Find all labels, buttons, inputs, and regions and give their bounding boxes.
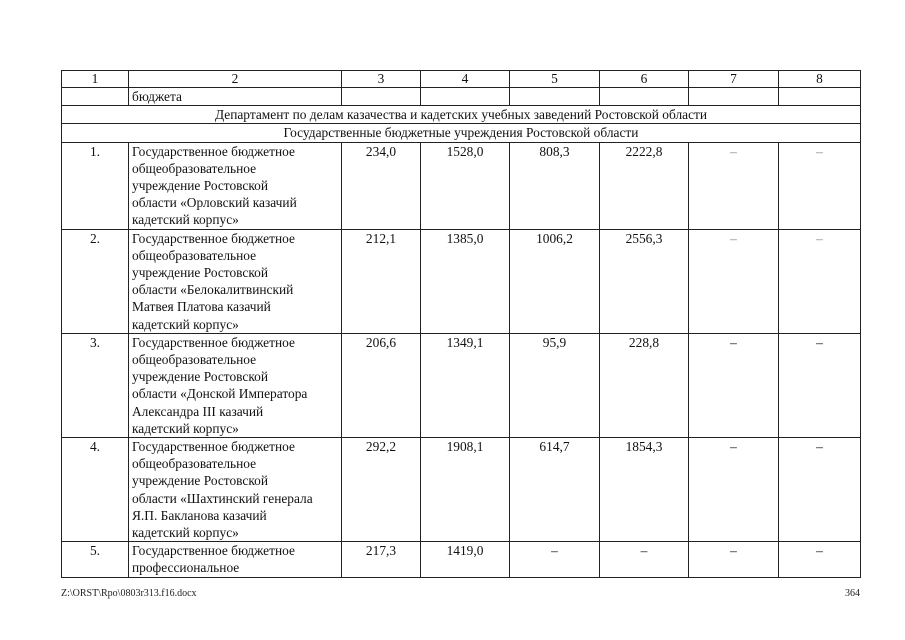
value-cell-col-5: – bbox=[510, 542, 600, 577]
table-cell bbox=[689, 88, 779, 106]
page-number: 364 bbox=[845, 588, 860, 599]
institution-name-line: Государственное бюджетное bbox=[132, 143, 295, 159]
institution-name-line: учреждение Ростовской bbox=[132, 473, 269, 489]
institution-name-line: Я.П. Бакланова казачий bbox=[132, 507, 267, 523]
subgroup-row bbox=[62, 124, 861, 142]
institution-name bbox=[129, 542, 342, 577]
institution-name-line: области «Орловский казачий bbox=[132, 195, 297, 211]
value-cell-col-6: 2556,3 bbox=[600, 229, 689, 333]
value-cell-col-4: 1349,1 bbox=[421, 333, 510, 437]
header-cell: 2 bbox=[129, 71, 342, 88]
row-number: 4. bbox=[62, 438, 129, 542]
value-cell-col-7: – bbox=[689, 438, 779, 542]
value-cell-col-4: 1908,1 bbox=[421, 438, 510, 542]
institution-name-line: общеобразовательное bbox=[132, 456, 257, 472]
value-cell-col-7: – bbox=[689, 142, 779, 229]
table-cell bbox=[421, 88, 510, 106]
value-cell-col-5: 1006,2 bbox=[510, 229, 600, 333]
header-cell: 1 bbox=[62, 71, 129, 88]
header-cell: 3 bbox=[342, 71, 421, 88]
header-cell: 4 bbox=[421, 71, 510, 88]
table-cell bbox=[600, 88, 689, 106]
budget-table bbox=[61, 70, 861, 578]
institution-name-line: Государственное бюджетное bbox=[132, 439, 295, 455]
continuation-row bbox=[62, 88, 861, 106]
table-cell: бюджета bbox=[129, 88, 342, 106]
institution-name-line: кадетский корпус» bbox=[132, 420, 239, 436]
institution-name-line: Государственное бюджетное bbox=[132, 543, 295, 559]
table-row bbox=[62, 333, 861, 437]
value-cell-col-8: – bbox=[779, 438, 861, 542]
table-cell bbox=[510, 88, 600, 106]
header-cell: 7 bbox=[689, 71, 779, 88]
value-cell-col-5: 95,9 bbox=[510, 333, 600, 437]
value-cell-col-8: – bbox=[779, 542, 861, 577]
value-cell-col-3: 206,6 bbox=[342, 333, 421, 437]
value-cell-col-7: – bbox=[689, 542, 779, 577]
file-path-footer: Z:\ORST\Rpo\0803r313.f16.docx bbox=[61, 588, 197, 599]
value-cell-col-3: 292,2 bbox=[342, 438, 421, 542]
institution-name-line: учреждение Ростовской bbox=[132, 369, 269, 385]
institution-name-line: общеобразовательное bbox=[132, 352, 257, 368]
institution-name bbox=[129, 438, 342, 542]
table-row bbox=[62, 438, 861, 542]
value-cell-col-7: – bbox=[689, 333, 779, 437]
table-cell bbox=[779, 88, 861, 106]
value-cell-col-6: – bbox=[600, 542, 689, 577]
value-cell-col-8: – bbox=[779, 229, 861, 333]
institution-name bbox=[129, 333, 342, 437]
value-cell-col-4: 1528,0 bbox=[421, 142, 510, 229]
table-cell bbox=[62, 88, 129, 106]
value-cell-col-3: 234,0 bbox=[342, 142, 421, 229]
table-row bbox=[62, 229, 861, 333]
institution-name-line: области «Шахтинский генерала bbox=[132, 490, 313, 506]
value-cell-col-3: 212,1 bbox=[342, 229, 421, 333]
subgroup-heading: Государственные бюджетные учреждения Ростовской области bbox=[62, 124, 861, 142]
column-number-header bbox=[62, 71, 861, 88]
institution-name-line: учреждение Ростовской bbox=[132, 178, 269, 194]
value-cell-col-4: 1419,0 bbox=[421, 542, 510, 577]
institution-name-line: Государственное бюджетное bbox=[132, 230, 295, 246]
value-cell-col-3: 217,3 bbox=[342, 542, 421, 577]
institution-name-line: кадетский корпус» bbox=[132, 525, 239, 541]
institution-name-line: кадетский корпус» bbox=[132, 316, 239, 332]
institution-name-line: Матвея Платова казачий bbox=[132, 299, 271, 315]
row-number: 5. bbox=[62, 542, 129, 577]
table-row bbox=[62, 542, 861, 577]
department-row bbox=[62, 106, 861, 124]
value-cell-col-8: – bbox=[779, 333, 861, 437]
institution-name-line: области «Донской Императора bbox=[132, 386, 308, 402]
department-heading: Департамент по делам казачества и кадетских учебных заведений Ростовской области bbox=[62, 106, 861, 124]
table-cell bbox=[342, 88, 421, 106]
value-cell-col-5: 614,7 bbox=[510, 438, 600, 542]
institution-name bbox=[129, 229, 342, 333]
value-cell-col-8: – bbox=[779, 142, 861, 229]
institution-name-line: профессиональное bbox=[132, 560, 240, 576]
value-cell-col-7: – bbox=[689, 229, 779, 333]
institution-name-line: Александра III казачий bbox=[132, 403, 264, 419]
value-cell-col-5: 808,3 bbox=[510, 142, 600, 229]
row-number: 2. bbox=[62, 229, 129, 333]
value-cell-col-4: 1385,0 bbox=[421, 229, 510, 333]
header-cell: 8 bbox=[779, 71, 861, 88]
institution-name-line: области «Белокалитвинский bbox=[132, 282, 294, 298]
value-cell-col-6: 228,8 bbox=[600, 333, 689, 437]
institution-name-line: кадетский корпус» bbox=[132, 212, 239, 228]
row-number: 1. bbox=[62, 142, 129, 229]
header-cell: 5 bbox=[510, 71, 600, 88]
institution-name-line: учреждение Ростовской bbox=[132, 265, 269, 281]
institution-name-line: Государственное бюджетное bbox=[132, 334, 295, 350]
institution-name-line: общеобразовательное bbox=[132, 247, 257, 263]
row-number: 3. bbox=[62, 333, 129, 437]
institution-name bbox=[129, 142, 342, 229]
institution-name-line: общеобразовательное bbox=[132, 160, 257, 176]
value-cell-col-6: 1854,3 bbox=[600, 438, 689, 542]
table-row bbox=[62, 142, 861, 229]
value-cell-col-6: 2222,8 bbox=[600, 142, 689, 229]
header-cell: 6 bbox=[600, 71, 689, 88]
